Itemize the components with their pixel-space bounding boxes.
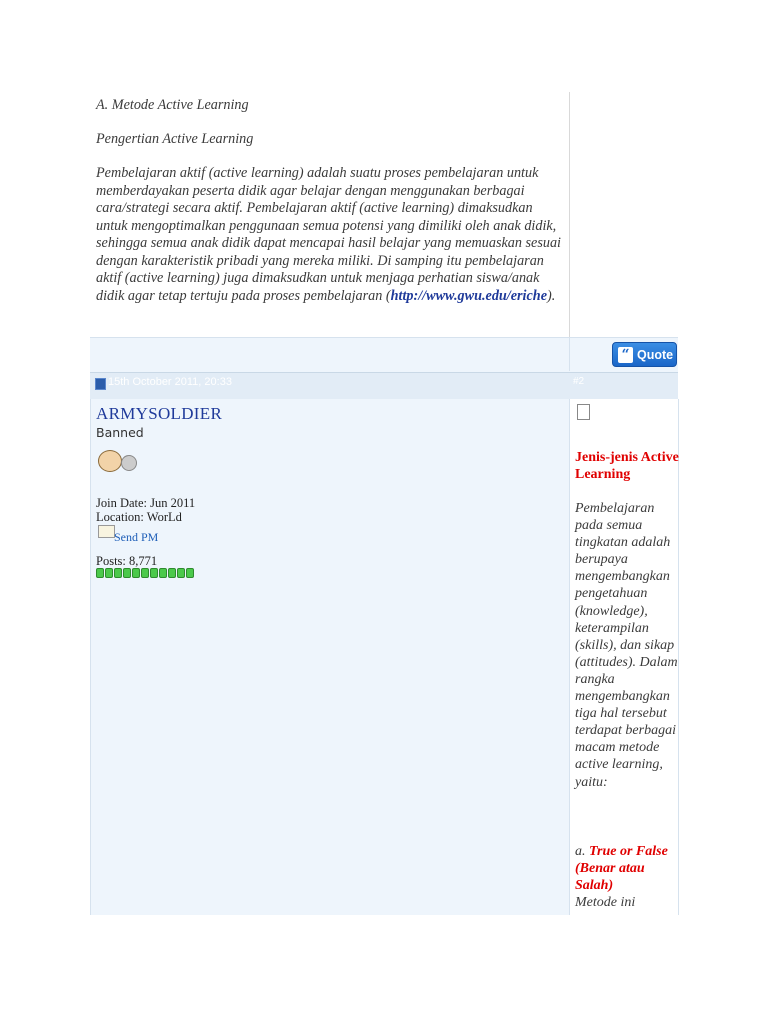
reputation-pip-icon (150, 568, 158, 578)
post-number-link[interactable]: #2 (573, 376, 585, 387)
join-date: Join Date: Jun 2011 (96, 496, 196, 510)
list-item (575, 843, 680, 911)
divider (569, 92, 570, 337)
reputation-pip-icon (177, 568, 185, 578)
reputation-pip-icon (141, 568, 149, 578)
quote-icon: “ (618, 347, 633, 363)
post-footer-bar (90, 337, 678, 372)
reputation-pip-icon (168, 568, 176, 578)
post-body-text: Pembelajaran pada semua tingkatan adalah berupaya mengembangkan pengetahuan (knowledge), keterampilan (skills), dan sikap (attitudes). Dalam rangka mengembangkan tiga hal tersebut terdapat berbagai macam metode active learning, yaitu: (575, 501, 678, 790)
user-location: Location: WorLd (96, 510, 182, 524)
document-icon (577, 404, 590, 420)
item-title: True or False (Benar atau Salah) (575, 844, 668, 893)
post-icon (95, 378, 106, 390)
avatar-icon (98, 450, 122, 472)
post-count: Posts: 8,771 (96, 554, 158, 568)
reputation-pip-icon (105, 568, 113, 578)
post-paragraph (96, 165, 564, 305)
post-heading: A. Metode Active Learning (96, 97, 249, 113)
user-info-panel (90, 399, 570, 915)
quote-label: Quote (637, 347, 674, 362)
paragraph-end: ). (547, 287, 556, 304)
item-prefix: a. (575, 844, 589, 859)
paragraph-text: Pembelajaran aktif (active learning) adalah suatu proses pembelajaran untuk memberdayakan peserta didik agar belajar dengan menggunakan berbagai cara/strategi secara aktif. Pembelajaran aktif (active learning) dimaksudkan untuk mengoptimalkan penggunaan semua potensi yang dimiliki oleh anak didik, sehingga semua anak didik dapat mencapai hasil belajar yang memuaskan sesuai dengan karakteristik pribadi yang mereka miliki. Di samping itu pembelajaran aktif (active learning) juga dimaksudkan untuk menjaga perhatian siswa/anak didik agar tetap tertuju pada proses pembelajaran ( (96, 165, 561, 304)
reputation-pip-icon (186, 568, 194, 578)
reputation-pip-icon (114, 568, 122, 578)
quote-button[interactable] (612, 342, 677, 367)
offline-status-icon (121, 455, 137, 471)
divider (569, 337, 570, 371)
reference-link[interactable]: http://www.gwu.edu/eriche (390, 287, 547, 304)
reputation-pip-icon (132, 568, 140, 578)
username-link[interactable]: ARMYSOLDIER (96, 404, 223, 423)
user-rank: Banned (96, 425, 144, 440)
reputation-pip-icon (96, 568, 104, 578)
reputation-pip-icon (159, 568, 167, 578)
send-pm-icon[interactable] (98, 525, 115, 538)
send-pm-link[interactable]: Send PM (114, 530, 159, 544)
post-date: 15th October 2011, 20:33 (108, 376, 232, 388)
post-title: Jenis-jenis Active Learning (575, 450, 679, 482)
reputation-bar (96, 568, 194, 578)
reputation-pip-icon (123, 568, 131, 578)
item-text: Metode ini (575, 895, 636, 910)
post-subheading: Pengertian Active Learning (96, 131, 254, 147)
